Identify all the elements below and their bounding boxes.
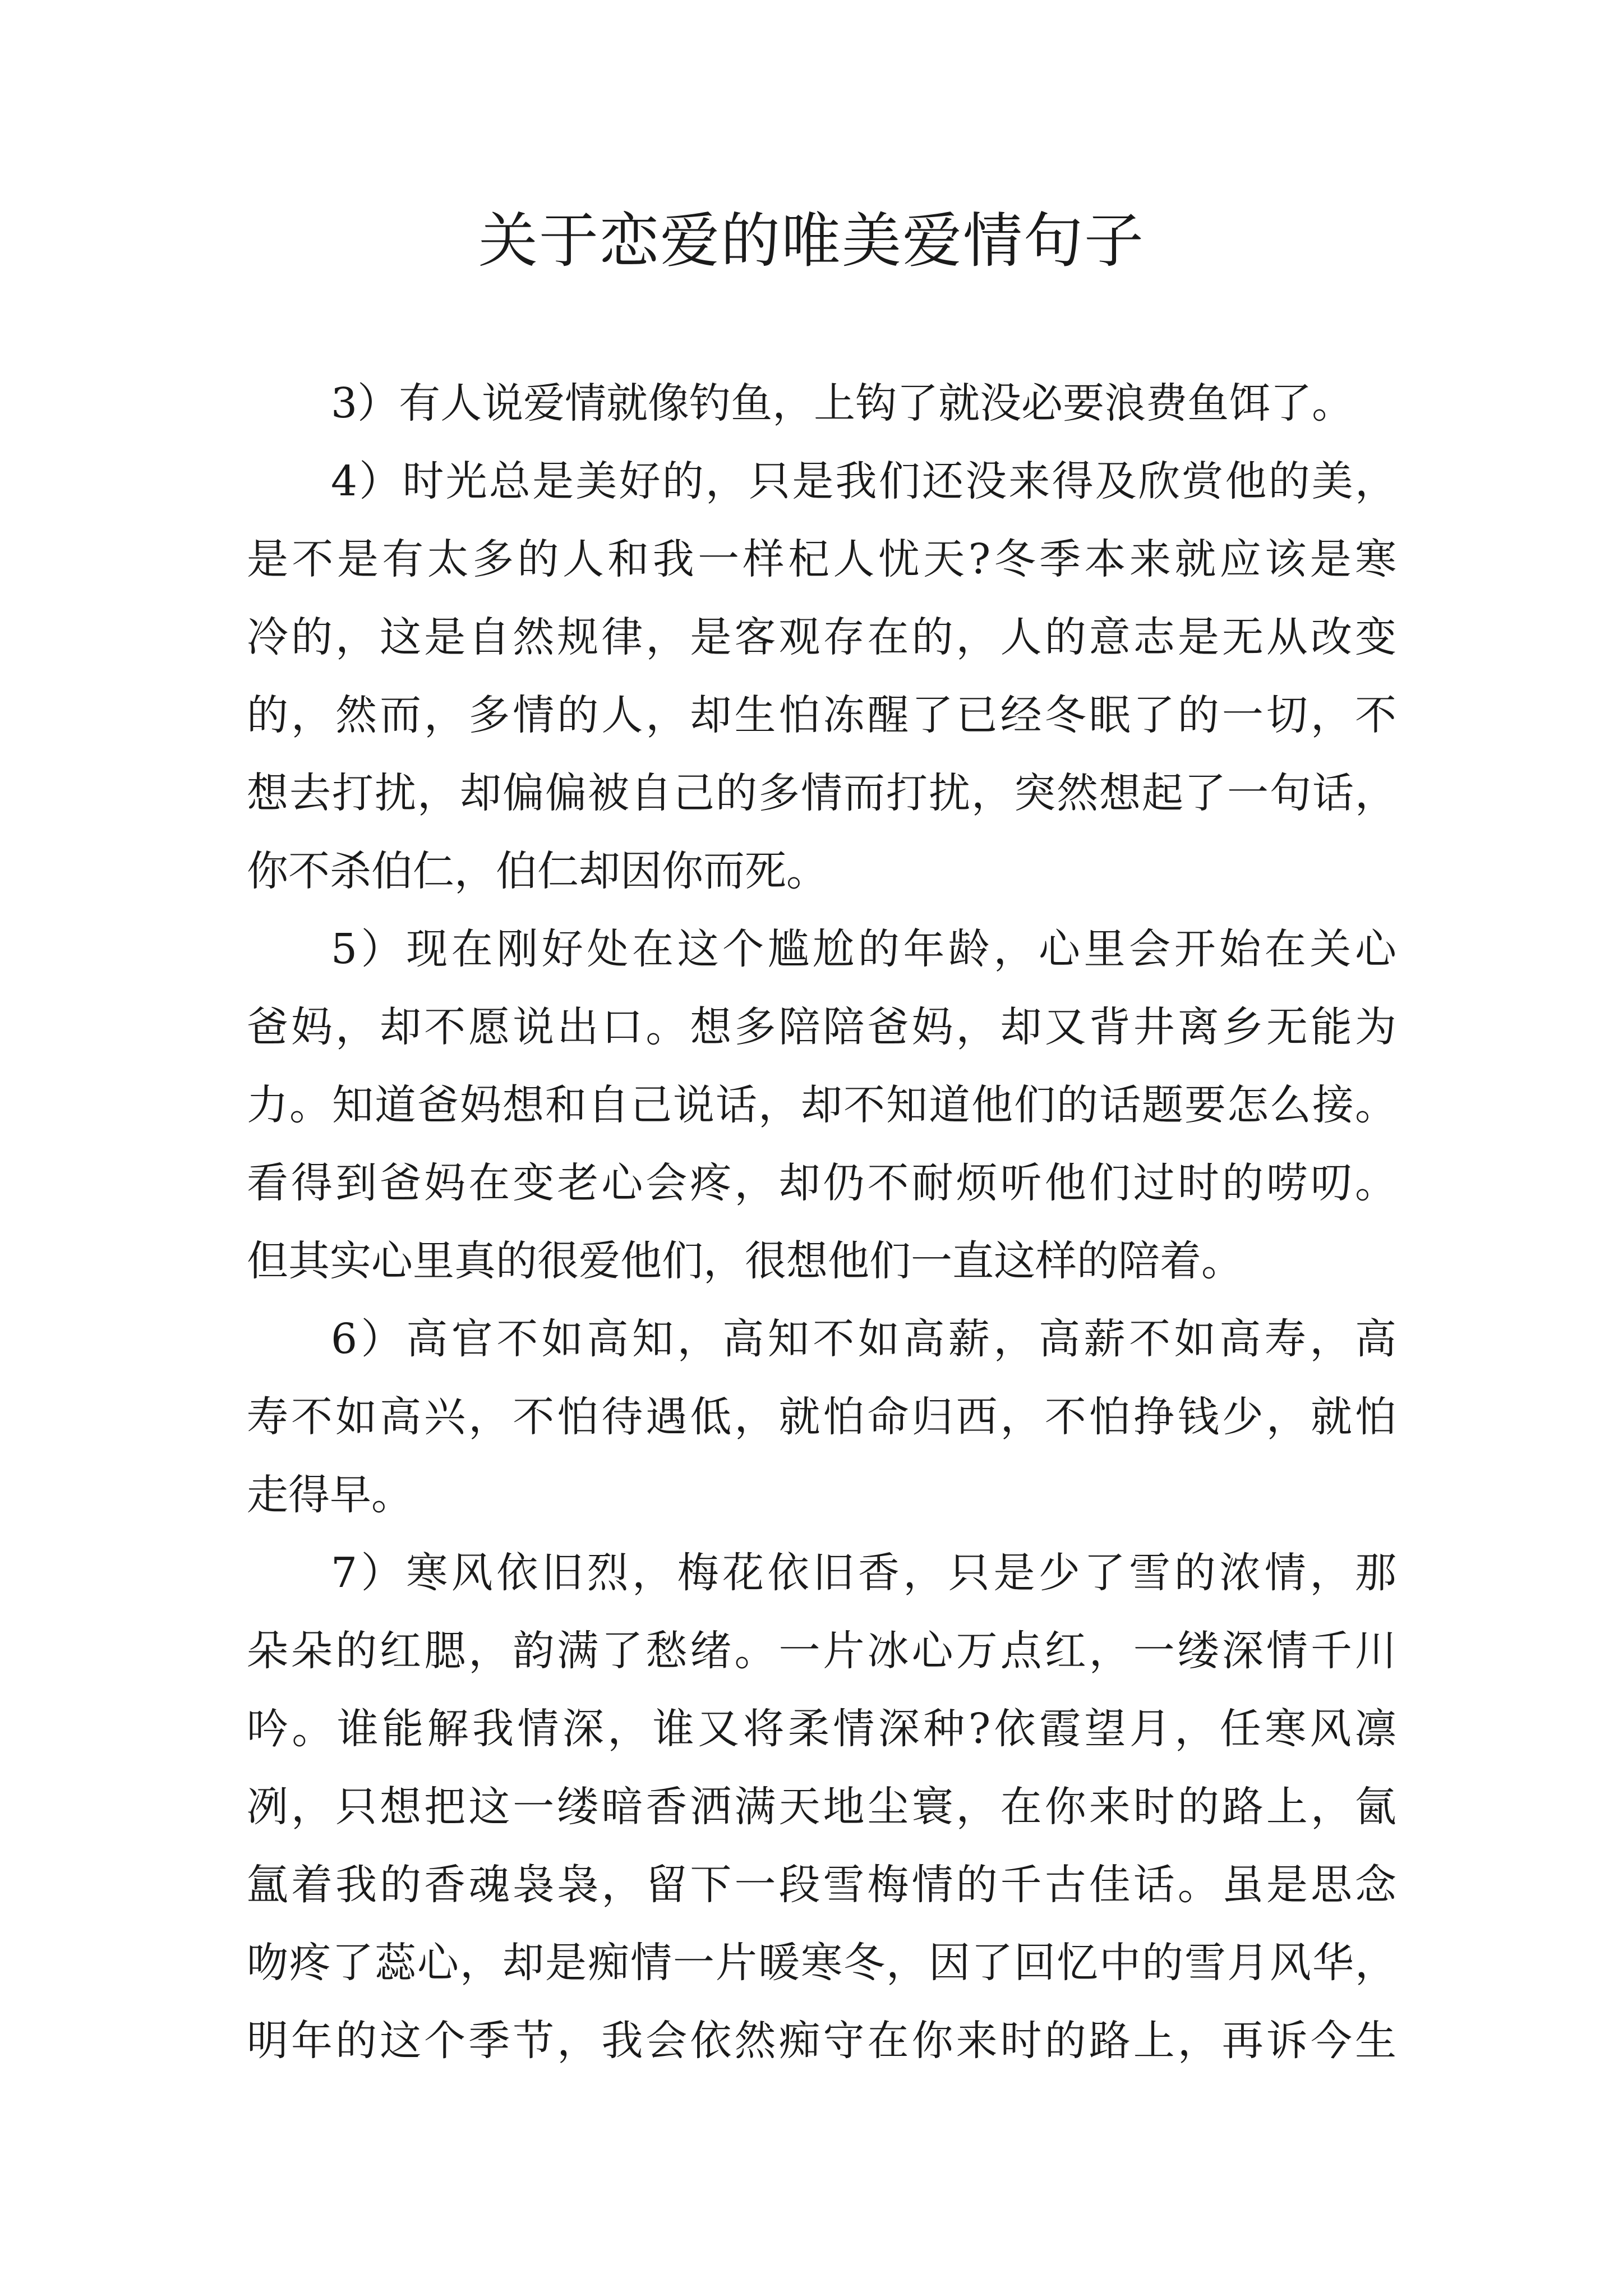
paragraph-line: 的，然而，多情的人，却生怕冻醒了已经冬眠了的一切，不	[247, 691, 1396, 739]
paragraph-line: 6）高官不如高知，高知不如高薪，高薪不如高寿，高	[331, 1315, 1396, 1363]
paragraph-line: 冽，只想把这一缕暗香洒满天地尘寰，在你来时的路上，氤	[247, 1783, 1396, 1831]
paragraph-line: 你不杀伯仁，伯仁却因你而死。	[247, 847, 828, 895]
paragraph-line: 明年的这个季节，我会依然痴守在你来时的路上，再诉今生	[247, 2017, 1396, 2065]
paragraph-line: 7）寒风依旧烈，梅花依旧香，只是少了雪的浓情，那	[331, 1549, 1396, 1597]
paragraph-line: 想去打扰，却偏偏被自己的多情而打扰，突然想起了一句话，	[247, 769, 1396, 817]
paragraph-line: 走得早。	[247, 1471, 413, 1519]
paragraph-line: 吻疼了蕊心，却是痴情一片暖寒冬，因了回忆中的雪月风华，	[247, 1939, 1396, 1987]
paragraph-line: 爸妈，却不愿说出口。想多陪陪爸妈，却又背井离乡无能为	[247, 1003, 1396, 1051]
paragraph-7	[247, 1534, 1396, 2080]
paragraph-line: 5）现在刚好处在这个尴尬的年龄，心里会开始在关心	[331, 925, 1396, 973]
paragraph-line: 3）有人说爱情就像钓鱼，上钩了就没必要浪费鱼饵了。	[331, 379, 1354, 427]
paragraph-3	[247, 365, 1396, 443]
paragraph-5	[247, 910, 1396, 1300]
paragraph-line: 但其实心里真的很爱他们，很想他们一直这样的陪着。	[247, 1237, 1243, 1285]
paragraph-6	[247, 1300, 1396, 1534]
paragraph-line: 4）时光总是美好的，只是我们还没来得及欣赏他的美，	[331, 457, 1396, 505]
paragraph-line: 是不是有太多的人和我一样杞人忧天?冬季本来就应该是寒	[247, 535, 1396, 583]
paragraph-line: 氲着我的香魂袅袅，留下一段雪梅情的千古佳话。虽是思念	[247, 1861, 1396, 1909]
document-body	[247, 365, 1396, 2080]
paragraph-line: 看得到爸妈在变老心会疼，却仍不耐烦听他们过时的唠叨。	[247, 1159, 1396, 1207]
paragraph-line: 吟。谁能解我情深，谁又将柔情深种?依霞望月，任寒风凛	[247, 1705, 1396, 1753]
paragraph-line: 朵朵的红腮，韵满了愁绪。一片冰心万点红，一缕深情千川	[247, 1627, 1396, 1675]
paragraph-4	[247, 443, 1396, 910]
paragraph-line: 寿不如高兴，不怕待遇低，就怕命归西，不怕挣钱少，就怕	[247, 1393, 1396, 1441]
document-title: 关于恋爱的唯美爱情句子	[478, 206, 1145, 275]
paragraph-line: 力。知道爸妈想和自己说话，却不知道他们的话题要怎么接。	[247, 1081, 1396, 1129]
paragraph-line: 冷的，这是自然规律，是客观存在的，人的意志是无从改变	[247, 613, 1396, 661]
